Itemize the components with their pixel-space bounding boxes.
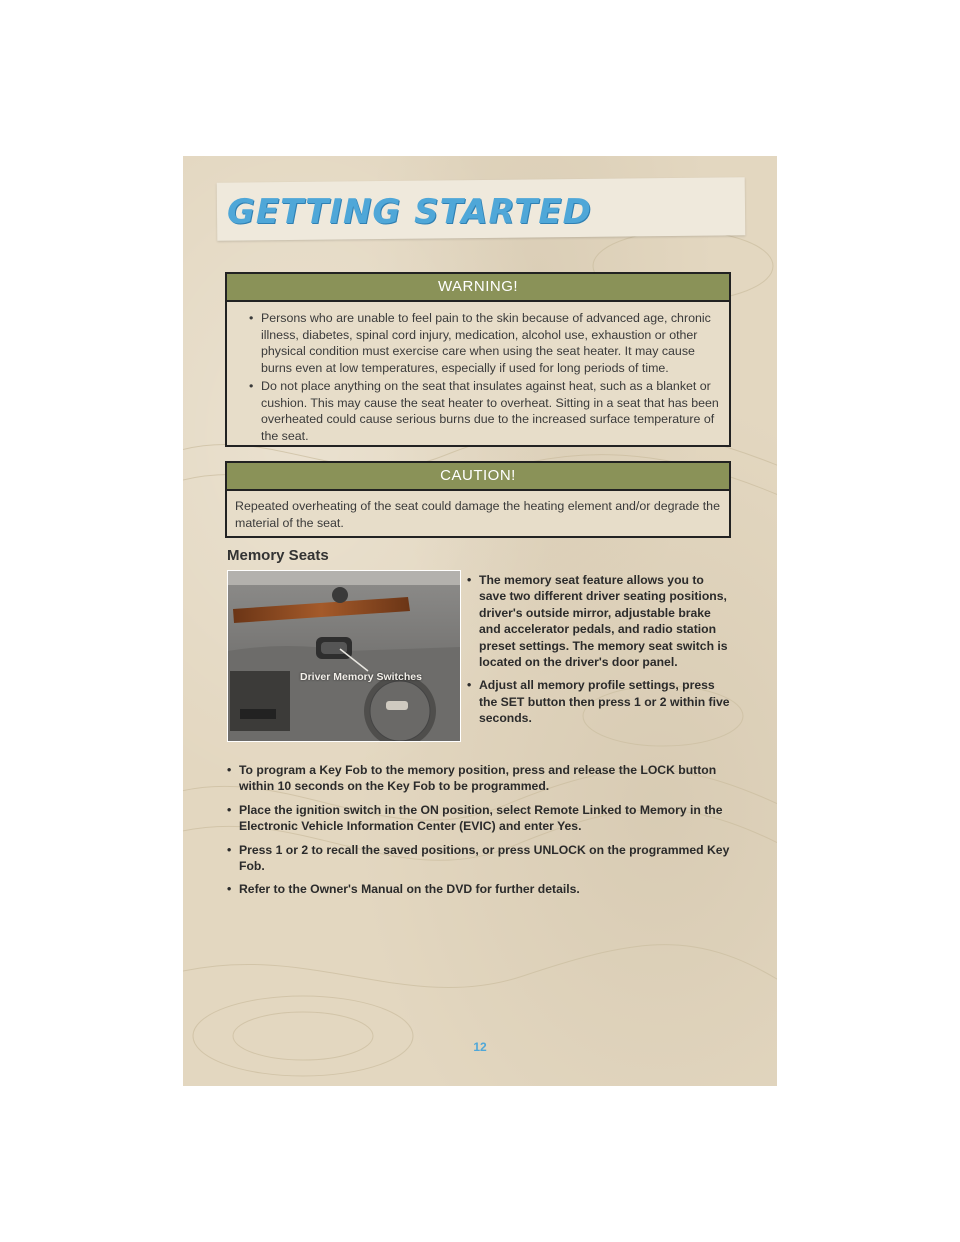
door-panel-photo [227,570,461,742]
photo-callout-label: Driver Memory Switches [300,671,422,683]
warning-box [225,272,731,447]
warning-heading: WARNING! [227,274,729,302]
caution-heading: CAUTION! [227,463,729,491]
warning-list [227,310,729,444]
warning-item: • Persons who are unable to feel pain to the skin because of advanced age, chronic illness, diabetes, spinal cord injury, medication, alcohol use, exhaustion or other physical condition must exercise care when using the seat heater. It may cause burns even at low temperatures, especially if used for long periods of time. [249,310,721,376]
door-panel-illustration [228,571,460,741]
page-number: 12 [473,1040,487,1054]
caution-box [225,461,731,538]
list-item: • Press 1 or 2 to recall the saved positions, or press UNLOCK on the programmed Key Fob. [227,842,737,875]
warning-item: • Do not place anything on the seat that insulates against heat, such as a blanket or cushion. This may cause the seat heater to overheat. Sitting in a seat that has been overheated could cause serious burns due to the increased surface temperature of the seat. [249,378,721,444]
list-item: • To program a Key Fob to the memory position, press and release the LOCK button within 10 seconds on the Key Fob to be programmed. [227,762,737,795]
list-item: • The memory seat feature allows you to save two different driver seating positions, driver's outside mirror, adjustable brake and accelerator pedals, and radio station preset settings. The memory seat switch is located on the driver's door panel. [467,572,733,670]
memory-seat-side-list [467,572,733,734]
memory-seats-heading: Memory Seats [227,547,329,564]
list-item: • Place the ignition switch in the ON position, select Remote Linked to Memory in the Electronic Vehicle Information Center (EVIC) and enter Yes. [227,802,737,835]
manual-page [183,156,777,1086]
list-item: • Refer to the Owner's Manual on the DVD for further details. [227,881,737,897]
section-title: GETTING STARTED [227,192,592,232]
list-item: • Adjust all memory profile settings, press the SET button then press 1 or 2 within five seconds. [467,677,733,726]
memory-seat-list [227,762,737,905]
caution-text: Repeated overheating of the seat could damage the heating element and/or degrade the material of the seat. [235,499,720,530]
